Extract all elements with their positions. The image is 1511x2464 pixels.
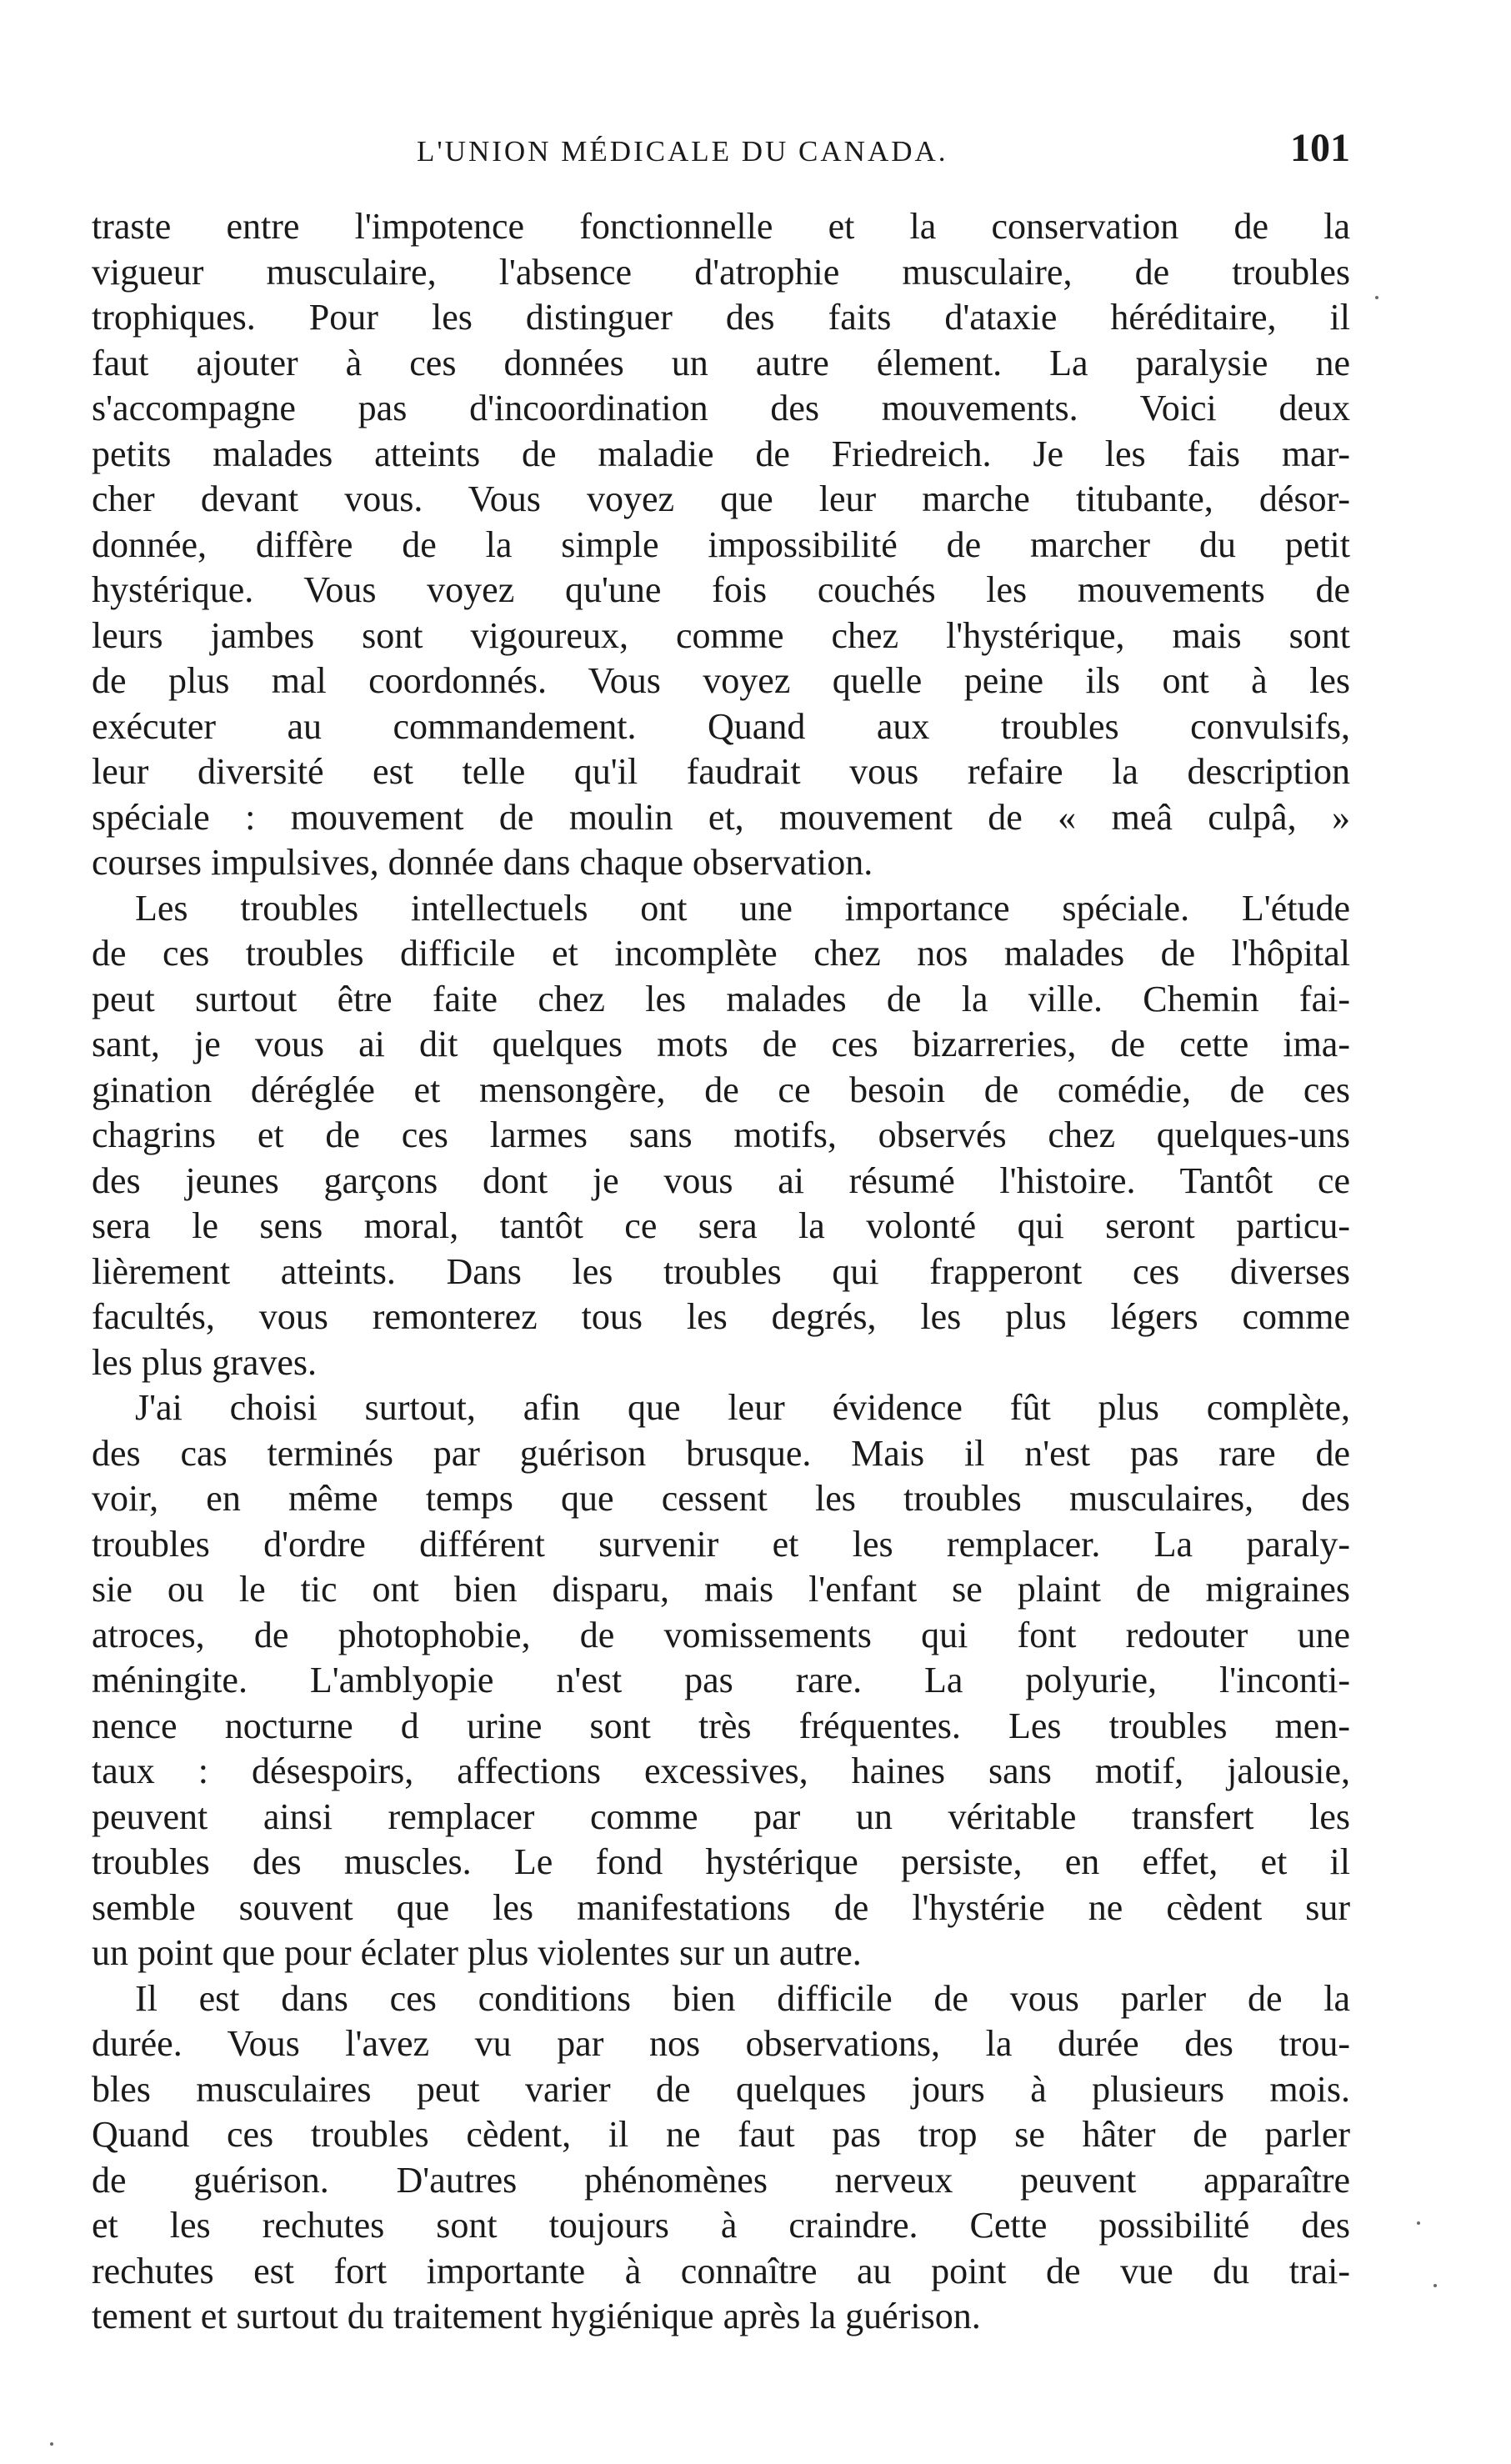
text-line: peut surtout être faite chez les malades de la ville. Chemin fai- bbox=[92, 978, 1350, 1019]
text-line: leurs jambes sont vigoureux, comme chez l'hystérique, mais sont bbox=[92, 614, 1350, 656]
paragraph-4 bbox=[92, 1976, 1350, 2340]
text-line: des jeunes garçons dont je vous ai résumé l'histoire. Tantôt ce bbox=[92, 1159, 1350, 1201]
text-line: leur diversité est telle qu'il faudrait vous refaire la description bbox=[92, 751, 1350, 792]
text-line: troubles des muscles. Le fond hystérique persiste, en effet, et il bbox=[92, 1841, 1350, 1882]
text-line: semble souvent que les manifestations de l'hystérie ne cèdent sur bbox=[92, 1886, 1350, 1928]
text-line: gination déréglée et mensongère, de ce besoin de comédie, de ces bbox=[92, 1069, 1350, 1110]
text-line: un point que pour éclater plus violentes sur un autre. bbox=[92, 1932, 862, 1973]
text-line: exécuter au commandement. Quand aux troubles convulsifs, bbox=[92, 705, 1350, 747]
text-line: bles musculaires peut varier de quelques jours à plusieurs mois. bbox=[92, 2068, 1350, 2110]
text-line: de guérison. D'autres phénomènes nerveux peuvent apparaître bbox=[92, 2159, 1350, 2201]
paragraph-2 bbox=[92, 886, 1350, 1386]
text-line: sie ou le tic ont bien disparu, mais l'enfant se plaint de migraines bbox=[92, 1569, 1350, 1610]
text-line: rechutes est fort importante à connaître au point de vue du trai- bbox=[92, 2250, 1350, 2291]
scan-speck bbox=[1375, 296, 1378, 299]
text-line: durée. Vous l'avez vu par nos observations, la durée des trou- bbox=[92, 2023, 1350, 2064]
text-line: taux : désespoirs, affections excessives, haines sans motif, jalousie, bbox=[92, 1750, 1350, 1791]
text-line: cher devant vous. Vous voyez que leur marche titubante, désor- bbox=[92, 478, 1350, 519]
text-line: sant, je vous ai dit quelques mots de ces bizarreries, de cette ima- bbox=[92, 1024, 1350, 1064]
text-line: les plus graves. bbox=[92, 1341, 318, 1383]
text-line: atroces, de photophobie, de vomissements qui font redouter une bbox=[92, 1614, 1350, 1655]
text-line: Les troubles intellectuels ont une importance spéciale. L'étude bbox=[135, 887, 1350, 929]
text-line: de ces troubles difficile et incomplète chez nos malades de l'hôpital bbox=[92, 933, 1350, 974]
text-line: traste entre l'impotence fonctionnelle et la conservation de la bbox=[92, 206, 1350, 247]
text-line: des cas terminés par guérison brusque. Mais il n'est pas rare de bbox=[92, 1432, 1350, 1474]
text-line: courses impulsives, donnée dans chaque observation. bbox=[92, 842, 873, 883]
text-line: J'ai choisi surtout, afin que leur évidence fût plus complète, bbox=[135, 1387, 1350, 1428]
text-line: spéciale : mouvement de moulin et, mouvement de « meâ culpâ, » bbox=[92, 796, 1350, 838]
running-title: L'UNION MÉDICALE DU CANADA. bbox=[417, 135, 948, 168]
body-text bbox=[92, 204, 1350, 2340]
paragraph-3 bbox=[92, 1385, 1350, 1976]
text-line: peuvent ainsi remplacer comme par un véritable transfert les bbox=[92, 1795, 1350, 1837]
text-line: et les rechutes sont toujours à craindre. Cette possibilité des bbox=[92, 2205, 1350, 2246]
text-line: facultés, vous remonterez tous les degrés, les plus légers comme bbox=[92, 1296, 1350, 1337]
text-line: donnée, diffère de la simple impossibilité de marcher du petit bbox=[92, 523, 1350, 565]
text-line: de plus mal coordonnés. Vous voyez quelle peine ils ont à les bbox=[92, 660, 1350, 701]
text-line: s'accompagne pas d'incoordination des mouvements. Voici deux bbox=[92, 388, 1350, 428]
text-line: lièrement atteints. Dans les troubles qui frapperont ces diverses bbox=[92, 1250, 1350, 1292]
text-line: faut ajouter à ces données un autre élement. La paralysie ne bbox=[92, 342, 1350, 383]
text-line: voir, en même temps que cessent les troubles musculaires, des bbox=[92, 1478, 1350, 1519]
text-line: tement et surtout du traitement hygiénique après la guérison. bbox=[92, 2296, 981, 2336]
text-line: hystérique. Vous voyez qu'une fois couchés les mouvements de bbox=[92, 569, 1350, 610]
text-line: Il est dans ces conditions bien difficile de vous parler de la bbox=[135, 1977, 1350, 2019]
text-line: nence nocturne d urine sont très fréquentes. Les troubles men- bbox=[92, 1705, 1350, 1746]
text-line: méningite. L'amblyopie n'est pas rare. La polyurie, l'inconti- bbox=[92, 1660, 1350, 1700]
page-header bbox=[92, 125, 1350, 183]
scan-speck bbox=[1433, 2284, 1437, 2287]
text-line: petits malades atteints de maladie de Friedreich. Je les fais mar- bbox=[92, 433, 1350, 474]
page-number: 101 bbox=[1290, 126, 1350, 170]
scan-speck bbox=[1417, 2221, 1420, 2225]
text-line: troubles d'ordre différent survenir et les remplacer. La paraly- bbox=[92, 1523, 1350, 1565]
text-line: vigueur musculaire, l'absence d'atrophie musculaire, de troubles bbox=[92, 251, 1350, 293]
text-line: trophiques. Pour les distinguer des faits d'ataxie héréditaire, il bbox=[92, 297, 1350, 338]
paragraph-1 bbox=[92, 204, 1350, 886]
text-line: sera le sens moral, tantôt ce sera la volonté qui seront particu- bbox=[92, 1205, 1350, 1246]
text-line: chagrins et de ces larmes sans motifs, observés chez quelques-uns bbox=[92, 1114, 1350, 1155]
text-line: Quand ces troubles cèdent, il ne faut pas trop se hâter de parler bbox=[92, 2114, 1350, 2155]
scan-speck bbox=[50, 2442, 53, 2446]
